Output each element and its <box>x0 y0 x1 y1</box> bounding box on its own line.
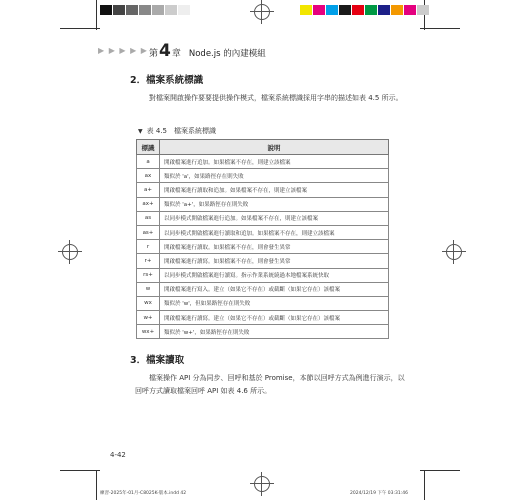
section-heading-file-reading: 3．檔案讀取 <box>130 355 185 366</box>
chapter-header <box>149 41 266 61</box>
description-cell: 開啟檔案進行讀取。如果檔案不存在，則會發生異常 <box>160 240 389 254</box>
description-cell: 開啟檔案進行讀寫。建立（如果它不存在）或截斷（如果它存在）該檔案 <box>160 311 389 325</box>
flag-cell: w+ <box>137 311 160 325</box>
color-swatch <box>339 5 351 15</box>
section-paragraph-file-reading: 檔案操作 API 分為同步、回呼和基於 Promise，本節以回呼方式為例進行演示，以回呼方式讀取檔案回呼 API 如表 4.6 所示。 <box>135 374 405 395</box>
description-cell: 開啟檔案進行追加。如果檔案不存在，則建立該檔案 <box>160 155 389 169</box>
registration-mark-top <box>254 4 270 20</box>
flag-cell: wx <box>137 296 160 310</box>
description-cell: 類似於 'w+'，如果路徑存在則失敗 <box>160 325 389 339</box>
flag-cell: rs+ <box>137 268 160 282</box>
description-cell: 開啟檔案進行讀寫。如果檔案不存在，則會發生異常 <box>160 254 389 268</box>
color-swatch <box>404 5 416 15</box>
table-caption <box>138 126 216 136</box>
chapter-title: Node.js 的內建模組 <box>188 49 266 59</box>
crop-mark-top-left-v <box>96 0 97 30</box>
chapter-suffix: 章 <box>171 49 181 59</box>
flag-cell: ax <box>137 169 160 183</box>
table-row <box>137 268 389 282</box>
description-cell: 類似於 'a+'，如果路徑存在則失敗 <box>160 197 389 211</box>
flag-cell: as <box>137 211 160 225</box>
flag-cell: ax+ <box>137 197 160 211</box>
table-row <box>137 325 389 339</box>
description-cell: 以同步模式開啟檔案進行讀寫。指示作業系統繞過本地檔案系統快取 <box>160 268 389 282</box>
table-row <box>137 254 389 268</box>
file-flags-table <box>136 139 389 339</box>
registration-mark-bottom <box>254 476 270 492</box>
section-paragraph-file-system-flags: 對檔案開啟操作要要提供操作模式，檔案系統標識採用字串的描述如表 4.5 所示。 <box>149 94 403 102</box>
crop-mark-bottom-left-v <box>96 470 97 500</box>
table-row <box>137 296 389 310</box>
color-swatch <box>326 5 338 15</box>
color-swatch <box>100 5 112 15</box>
page-number: 4-42 <box>110 451 126 459</box>
table-row <box>137 225 389 239</box>
description-cell: 以同步模式開啟檔案進行追加。如果檔案不存在，則建立該檔案 <box>160 211 389 225</box>
crop-mark-bottom-right-h <box>420 470 460 471</box>
caption-marker-icon: ▼ <box>138 128 143 135</box>
color-swatch <box>178 5 190 15</box>
description-cell: 類似於 'w'，但如果路徑存在則失敗 <box>160 296 389 310</box>
table-body <box>137 155 389 339</box>
color-swatch <box>126 5 138 15</box>
description-cell: 以同步模式開啟檔案進行讀取和追加。如果檔案不存在，則建立該檔案 <box>160 225 389 239</box>
flag-cell: r+ <box>137 254 160 268</box>
color-swatch <box>417 5 429 15</box>
flag-cell: w <box>137 282 160 296</box>
footer-timestamp: 2024/12/19 下午 03:31:46 <box>350 491 409 496</box>
crop-mark-bottom-right-v <box>424 470 425 500</box>
color-swatch <box>378 5 390 15</box>
color-swatch <box>113 5 125 15</box>
flag-cell: a+ <box>137 183 160 197</box>
chapter-number: 4 <box>159 41 171 61</box>
table-header-description: 說明 <box>160 140 389 155</box>
table-row <box>137 311 389 325</box>
color-swatch <box>139 5 151 15</box>
table-row <box>137 211 389 225</box>
table-row <box>137 282 389 296</box>
flag-cell: r <box>137 240 160 254</box>
color-swatch <box>313 5 325 15</box>
flag-cell: as+ <box>137 225 160 239</box>
flag-cell: wx+ <box>137 325 160 339</box>
color-swatch <box>391 5 403 15</box>
table-row <box>137 155 389 169</box>
crop-mark-bottom-left-h <box>60 470 100 471</box>
description-cell: 開啟檔案進行讀取和追加。如果檔案不存在，則建立該檔案 <box>160 183 389 197</box>
chapter-arrows: ▶ ▶ ▶ ▶ ▶ <box>98 46 148 55</box>
table-row <box>137 197 389 211</box>
table-caption-text: 表 4.5 檔案系統標識 <box>146 127 216 135</box>
crop-mark-top-left-h <box>60 28 100 29</box>
color-swatch <box>300 5 312 15</box>
color-swatch <box>352 5 364 15</box>
description-cell: 開啟檔案進行寫入。建立（如果它不存在）或截斷（如果它存在）該檔案 <box>160 282 389 296</box>
table-row <box>137 169 389 183</box>
registration-mark-right <box>446 244 462 260</box>
color-swatch <box>165 5 177 15</box>
color-swatch <box>365 5 377 15</box>
table-header-flag: 標識 <box>137 140 160 155</box>
flag-cell: a <box>137 155 160 169</box>
registration-mark-left <box>62 244 78 260</box>
table-row <box>137 240 389 254</box>
crop-mark-top-right-h <box>420 28 460 29</box>
chapter-prefix: 第 <box>149 49 159 59</box>
table-row <box>137 183 389 197</box>
footer-file-info: 練習-2025年-01月-C8025K-版本.indd 42 <box>100 491 187 496</box>
color-swatch <box>152 5 164 15</box>
table-header-row <box>137 140 389 155</box>
description-cell: 類似於 'a'，如果路徑存在則失敗 <box>160 169 389 183</box>
section-heading-file-system-flags: 2．檔案系統標識 <box>130 75 204 86</box>
